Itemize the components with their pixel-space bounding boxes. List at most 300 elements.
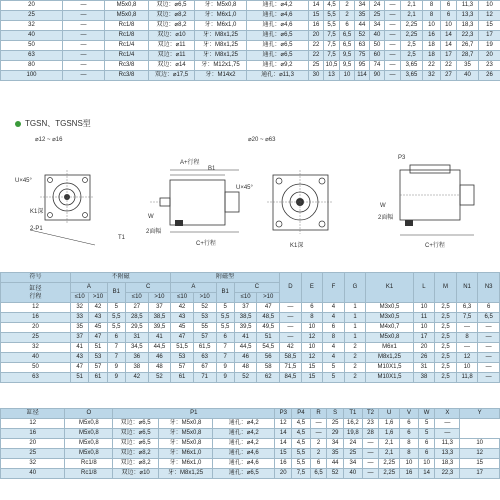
- table-cell: 57: [89, 363, 107, 373]
- table-cell: 20: [413, 343, 435, 353]
- table-cell: 32: [1, 459, 65, 469]
- table-row: [1, 459, 500, 469]
- table-cell: 53: [193, 313, 216, 323]
- table-cell: —: [310, 419, 327, 429]
- table-cell: M5x0,8: [65, 449, 113, 459]
- mid-header-b1-2: B1: [216, 283, 234, 303]
- table-cell: 47: [89, 333, 107, 343]
- table-cell: 50: [1, 363, 71, 373]
- table-cell: 5: [107, 303, 125, 313]
- table-cell: 2,5: [435, 333, 457, 343]
- table-cell: 38: [125, 363, 148, 373]
- table-cell: 牙：M5x0,8: [195, 1, 247, 11]
- table-cell: 43: [89, 313, 107, 323]
- table-header-cell: W: [418, 409, 435, 419]
- table-cell: 6: [418, 439, 435, 449]
- table-cell: 16: [1, 429, 65, 439]
- table-cell: M8x1,25: [366, 353, 413, 363]
- table-cell: 3,65: [401, 71, 423, 81]
- table-cell: 51: [71, 373, 89, 383]
- table-cell: Rc1/8: [105, 31, 149, 41]
- table-cell: 双边：⌀11: [149, 41, 195, 51]
- w-label-mid: W: [148, 214, 154, 220]
- table-cell: 2,5: [435, 363, 457, 373]
- table-cell: —: [478, 373, 500, 383]
- table-cell: 牙：M6x1,0: [195, 11, 247, 21]
- table-row: [1, 363, 500, 373]
- table-cell: M5x0,8: [105, 11, 149, 21]
- table-cell: 9,5: [340, 61, 355, 71]
- table-cell: 80: [1, 61, 63, 71]
- table-cell: M5x0,8: [366, 333, 413, 343]
- table-cell: 双边：⌀8,2: [149, 21, 195, 31]
- table-cell: 5,5: [292, 459, 311, 469]
- table-cell: 2: [340, 1, 355, 11]
- table-cell: 22: [423, 61, 441, 71]
- table-cell: 35: [457, 61, 479, 71]
- table-row: [1, 61, 500, 71]
- table-cell: 38,5: [148, 313, 171, 323]
- table-cell: 1: [344, 333, 366, 343]
- table-cell: 牙：M14x2: [195, 71, 247, 81]
- table-cell: —: [63, 61, 105, 71]
- table-cell: 45: [171, 323, 194, 333]
- table-cell: 34: [344, 459, 363, 469]
- table-cell: 26: [479, 71, 500, 81]
- table-cell: 26: [413, 353, 435, 363]
- table-cell: 46: [234, 353, 257, 363]
- table-cell: 牙：M8x1,25: [195, 31, 247, 41]
- table-cell: —: [280, 313, 302, 323]
- mid-header-gt10: >10: [257, 293, 280, 303]
- table-cell: 4,5: [292, 429, 311, 439]
- mid-spec-table: [0, 272, 500, 383]
- table-cell: 2,5: [435, 343, 457, 353]
- table-cell: 通孔：⌀4,2: [213, 429, 275, 439]
- section-title-text: TGSN、TGSNS型: [25, 119, 91, 128]
- table-cell: 10: [340, 71, 355, 81]
- table-cell: 53: [171, 353, 194, 363]
- table-cell: 18,3: [435, 459, 460, 469]
- table-cell: 67: [193, 363, 216, 373]
- table-cell: 1: [344, 303, 366, 313]
- table-cell: —: [63, 71, 105, 81]
- table-cell: M5x0,8: [65, 439, 113, 449]
- table-cell: 34: [327, 439, 344, 449]
- table-header-cell: P1: [113, 409, 275, 419]
- table-cell: 10: [418, 459, 435, 469]
- table-cell: —: [362, 459, 379, 469]
- table-cell: 32: [1, 343, 71, 353]
- table-cell: 18: [423, 51, 441, 61]
- table-cell: 53: [89, 353, 107, 363]
- table-cell: —: [435, 419, 460, 429]
- table-cell: 2: [310, 439, 327, 449]
- table-cell: 46: [148, 353, 171, 363]
- table-cell: Rc1/8: [65, 459, 113, 469]
- table-cell: —: [310, 429, 327, 439]
- table-cell: 14: [441, 41, 457, 51]
- table-row: [1, 41, 500, 51]
- table-cell: 17: [479, 31, 500, 41]
- table-row: [1, 343, 500, 353]
- table-cell: 62: [257, 373, 280, 383]
- table-cell: —: [385, 1, 401, 11]
- table-header-cell: R: [310, 409, 327, 419]
- table-row: [1, 21, 500, 31]
- table-cell: 双边：⌀17,5: [149, 71, 195, 81]
- table-cell: 7,5: [456, 313, 478, 323]
- table-cell: 23: [362, 419, 379, 429]
- table-cell: 84,5: [280, 373, 302, 383]
- table-cell: Rc1/4: [105, 51, 149, 61]
- mid-header-m: M: [435, 273, 457, 303]
- table-cell: 11,3: [457, 1, 479, 11]
- table-cell: 10: [441, 21, 457, 31]
- top-spec-table: [0, 0, 500, 81]
- table-cell: 通孔：⌀6,5: [213, 469, 275, 479]
- table-cell: 12: [301, 333, 323, 343]
- table-cell: 28,7: [457, 51, 479, 61]
- mid-header-c2: C: [234, 283, 279, 293]
- table-cell: 52: [234, 373, 257, 383]
- table-cell: 7: [216, 343, 234, 353]
- table-cell: 通孔：⌀6,5: [247, 51, 309, 61]
- table-cell: M5x0,8: [105, 1, 149, 11]
- table-cell: 3,65: [401, 61, 423, 71]
- table-cell: 10,5: [324, 61, 340, 71]
- table-cell: 2,5: [435, 303, 457, 313]
- table-header-cell: P4: [292, 409, 311, 419]
- table-cell: 13: [324, 71, 340, 81]
- table-cell: 50: [1, 41, 63, 51]
- table-cell: 20: [1, 323, 71, 333]
- table-cell: 16: [1, 313, 71, 323]
- mid-header-n3: N3: [478, 273, 500, 303]
- table-cell: 25: [309, 61, 324, 71]
- table-cell: 6: [441, 11, 457, 21]
- table-cell: 2: [340, 11, 355, 21]
- table-header-cell: P3: [275, 409, 292, 419]
- table-cell: —: [280, 323, 302, 333]
- table-cell: 8: [456, 333, 478, 343]
- table-cell: —: [456, 343, 478, 353]
- table-row: [1, 11, 500, 21]
- table-cell: 31: [413, 363, 435, 373]
- table-cell: 16: [423, 31, 441, 41]
- table-cell: 90: [370, 71, 385, 81]
- table-cell: 15: [479, 21, 500, 31]
- table-cell: 24: [370, 1, 385, 11]
- table-cell: —: [362, 469, 379, 479]
- table-cell: 57: [171, 363, 194, 373]
- table-cell: 5,5: [107, 323, 125, 333]
- table-cell: 13,3: [457, 11, 479, 21]
- table-cell: —: [63, 31, 105, 41]
- table-cell: 12: [1, 419, 65, 429]
- mid-header-le10: ≤10: [171, 293, 194, 303]
- table-header-cell: V: [400, 409, 419, 419]
- table-cell: M10X1,5: [366, 363, 413, 373]
- table-cell: 30: [309, 71, 324, 81]
- table-cell: —: [362, 449, 379, 459]
- table-cell: 17: [413, 333, 435, 343]
- table-cell: 2,1: [401, 11, 423, 21]
- table-cell: M4x0,7: [366, 323, 413, 333]
- table-cell: 牙：M5x0,8: [159, 419, 213, 429]
- table-cell: 16: [400, 469, 419, 479]
- table-cell: 38,5: [234, 313, 257, 323]
- table-cell: M6x1: [366, 343, 413, 353]
- table-cell: 4: [323, 303, 345, 313]
- table-cell: 51,5: [171, 343, 194, 353]
- table-cell: 58: [257, 363, 280, 373]
- table-cell: 双边：⌀6,5: [149, 1, 195, 11]
- table-cell: 11: [413, 313, 435, 323]
- table-cell: 6: [400, 429, 419, 439]
- table-cell: 2: [344, 373, 366, 383]
- table-cell: 28,5: [125, 313, 148, 323]
- table-cell: 7: [216, 353, 234, 363]
- table-cell: Rc1/8: [65, 469, 113, 479]
- table-cell: —: [63, 41, 105, 51]
- table-cell: 114: [355, 71, 370, 81]
- table-cell: 5,5: [107, 313, 125, 323]
- table-row: [1, 71, 500, 81]
- bottom-spec-table: [0, 408, 500, 479]
- table-cell: —: [385, 21, 401, 31]
- table-cell: 63: [355, 41, 370, 51]
- table-cell: 12: [479, 11, 500, 21]
- table-cell: 14: [418, 469, 435, 479]
- table-cell: 61: [171, 373, 194, 383]
- table-cell: 15: [309, 11, 324, 21]
- table-cell: 14: [275, 429, 292, 439]
- table-cell: 5,5: [292, 449, 311, 459]
- table-cell: 通孔：⌀11,3: [247, 71, 309, 81]
- table-cell: 通孔：⌀6,5: [247, 41, 309, 51]
- table-cell: 2,1: [379, 449, 400, 459]
- table-cell: 52: [355, 31, 370, 41]
- table-cell: 5,5: [324, 11, 340, 21]
- table-cell: 10: [456, 363, 478, 373]
- table-cell: 35: [327, 449, 344, 459]
- table-cell: 20: [1, 1, 63, 11]
- table-cell: Rc3/8: [105, 61, 149, 71]
- k1-label-right: K1深: [290, 243, 304, 249]
- table-cell: 20: [309, 31, 324, 41]
- table-cell: 34,5: [125, 343, 148, 353]
- table-cell: 63: [1, 51, 63, 61]
- table-cell: 41: [148, 333, 171, 343]
- table-cell: 100: [1, 71, 63, 81]
- table-cell: 5: [418, 429, 435, 439]
- table-cell: 47: [171, 333, 194, 343]
- table-cell: 22,3: [457, 31, 479, 41]
- table-cell: 41: [71, 343, 89, 353]
- table-cell: 2,5: [435, 323, 457, 333]
- table-cell: 38: [413, 373, 435, 383]
- table-cell: 32: [1, 21, 63, 31]
- table-cell: 牙：M8x1,25: [195, 41, 247, 51]
- table-cell: 57: [193, 333, 216, 343]
- k1-label-left: K1深: [30, 209, 44, 215]
- table-cell: 6: [400, 419, 419, 429]
- table-cell: —: [385, 61, 401, 71]
- table-cell: 6: [323, 323, 345, 333]
- table-cell: 47: [257, 303, 280, 313]
- table-cell: 37: [148, 303, 171, 313]
- table-cell: 7,5: [292, 469, 311, 479]
- table-cell: 25: [1, 333, 71, 343]
- table-cell: 通孔：⌀4,2: [247, 1, 309, 11]
- table-row: [1, 313, 500, 323]
- w-label-right: W: [380, 203, 386, 209]
- table-cell: 4: [323, 313, 345, 323]
- table-cell: 34: [355, 1, 370, 11]
- table-cell: 58,5: [280, 353, 302, 363]
- table-cell: 32: [423, 71, 441, 81]
- table-cell: 24: [344, 439, 363, 449]
- table-cell: 10: [400, 459, 419, 469]
- mid-header-l: L: [413, 273, 435, 303]
- mid-header-gt10: >10: [148, 293, 171, 303]
- table-cell: 1,6: [379, 429, 400, 439]
- p1-label-left: 2-P1: [30, 226, 43, 232]
- table-cell: 48: [234, 363, 257, 373]
- table-cell: 10: [460, 439, 500, 449]
- table-cell: 4,5: [324, 1, 340, 11]
- table-cell: 43: [171, 313, 194, 323]
- table-cell: —: [435, 429, 460, 439]
- table-header-cell: O: [65, 409, 113, 419]
- table-cell: 1: [344, 313, 366, 323]
- table-cell: M10X1,5: [366, 373, 413, 383]
- table-cell: 牙：M8x1,25: [159, 469, 213, 479]
- table-cell: 71: [193, 373, 216, 383]
- table-cell: 通孔：⌀4,2: [213, 419, 275, 429]
- table-cell: 6,5: [340, 31, 355, 41]
- mid-header-no-magnet: 不附磁: [71, 273, 171, 283]
- table-cell: —: [385, 51, 401, 61]
- table-cell: 41: [234, 333, 257, 343]
- mid-header-bore-stroke: 缸径 行程: [1, 283, 71, 303]
- table-cell: 16,2: [344, 419, 363, 429]
- table-cell: 7,5: [324, 51, 340, 61]
- table-row: [1, 449, 500, 459]
- table-cell: M5x0,8: [65, 429, 113, 439]
- table-cell: 6,5: [310, 469, 327, 479]
- table-cell: 42: [89, 303, 107, 313]
- table-cell: —: [362, 439, 379, 449]
- table-cell: 10: [423, 21, 441, 31]
- table-row: [1, 429, 500, 439]
- table-cell: 15: [301, 373, 323, 383]
- table-cell: 48,5: [257, 313, 280, 323]
- right-range-label: ⌀20 ~ ⌀63: [248, 137, 276, 143]
- table-cell: 8: [400, 449, 419, 459]
- table-cell: 35: [71, 323, 89, 333]
- table-cell: 2,5: [435, 313, 457, 323]
- table-cell: 55: [193, 323, 216, 333]
- table-cell: 20: [1, 439, 65, 449]
- table-cell: 14: [441, 31, 457, 41]
- table-cell: 牙：M5x0,8: [159, 439, 213, 449]
- table-cell: —: [385, 71, 401, 81]
- table-cell: 22,3: [435, 469, 460, 479]
- table-cell: 74: [370, 61, 385, 71]
- table-row: [1, 303, 500, 313]
- table-cell: 牙：M12x1,75: [195, 61, 247, 71]
- mid-header-d: D: [280, 273, 302, 303]
- table-cell: 40: [457, 71, 479, 81]
- table-cell: 通孔：⌀4,6: [213, 459, 275, 469]
- table-cell: 39,5: [234, 323, 257, 333]
- mid-header-le10: ≤10: [71, 293, 89, 303]
- table-cell: 5,5: [216, 323, 234, 333]
- mid-header-c1: C: [125, 283, 170, 293]
- table-cell: 42: [125, 373, 148, 383]
- table-cell: 5,5: [324, 21, 340, 31]
- table-cell: 95: [355, 61, 370, 71]
- side-view-diagram: [150, 150, 250, 250]
- table-cell: 12: [456, 353, 478, 363]
- table-cell: —: [63, 21, 105, 31]
- table-cell: —: [385, 41, 401, 51]
- table-cell: 双边：⌀8,2: [113, 449, 159, 459]
- bullet-icon: [15, 121, 21, 127]
- table-cell: 22: [441, 61, 457, 71]
- table-header-cell: U: [379, 409, 400, 419]
- table-cell: 6: [216, 333, 234, 343]
- table-cell: 40: [1, 469, 65, 479]
- table-cell: —: [63, 1, 105, 11]
- table-cell: 31: [125, 333, 148, 343]
- table-cell: 10: [413, 323, 435, 333]
- table-cell: 6: [301, 303, 323, 313]
- table-cell: 6,3: [456, 303, 478, 313]
- table-cell: 双边：⌀10: [113, 469, 159, 479]
- table-cell: 12: [301, 353, 323, 363]
- mid-header-magnet: 附磁型: [171, 273, 280, 283]
- table-cell: 9: [216, 363, 234, 373]
- far-right-view-diagram: [380, 145, 500, 255]
- c-stroke-label-mid: C+行程: [196, 241, 216, 247]
- table-cell: 63: [1, 373, 71, 383]
- table-cell: 10: [479, 1, 500, 11]
- table-cell: —: [478, 323, 500, 333]
- table-cell: 10: [301, 323, 323, 333]
- table-cell: 6: [441, 1, 457, 11]
- table-header-cell: S: [327, 409, 344, 419]
- table-cell: —: [478, 363, 500, 373]
- table-cell: 75: [355, 51, 370, 61]
- table-cell: —: [280, 303, 302, 313]
- table-cell: 39,5: [148, 323, 171, 333]
- table-cell: 29: [327, 429, 344, 439]
- a-stroke-label: A+行程: [180, 160, 200, 166]
- table-cell: 34: [370, 21, 385, 31]
- table-cell: 22: [309, 41, 324, 51]
- table-cell: Rc1/8: [105, 21, 149, 31]
- table-cell: 40: [1, 31, 63, 41]
- mid-header-k1: K1: [366, 273, 413, 303]
- table-cell: 51: [89, 343, 107, 353]
- table-cell: Rc1/4: [105, 41, 149, 51]
- table-cell: 14: [309, 1, 324, 11]
- table-cell: 8: [301, 313, 323, 323]
- table-cell: 27: [441, 71, 457, 81]
